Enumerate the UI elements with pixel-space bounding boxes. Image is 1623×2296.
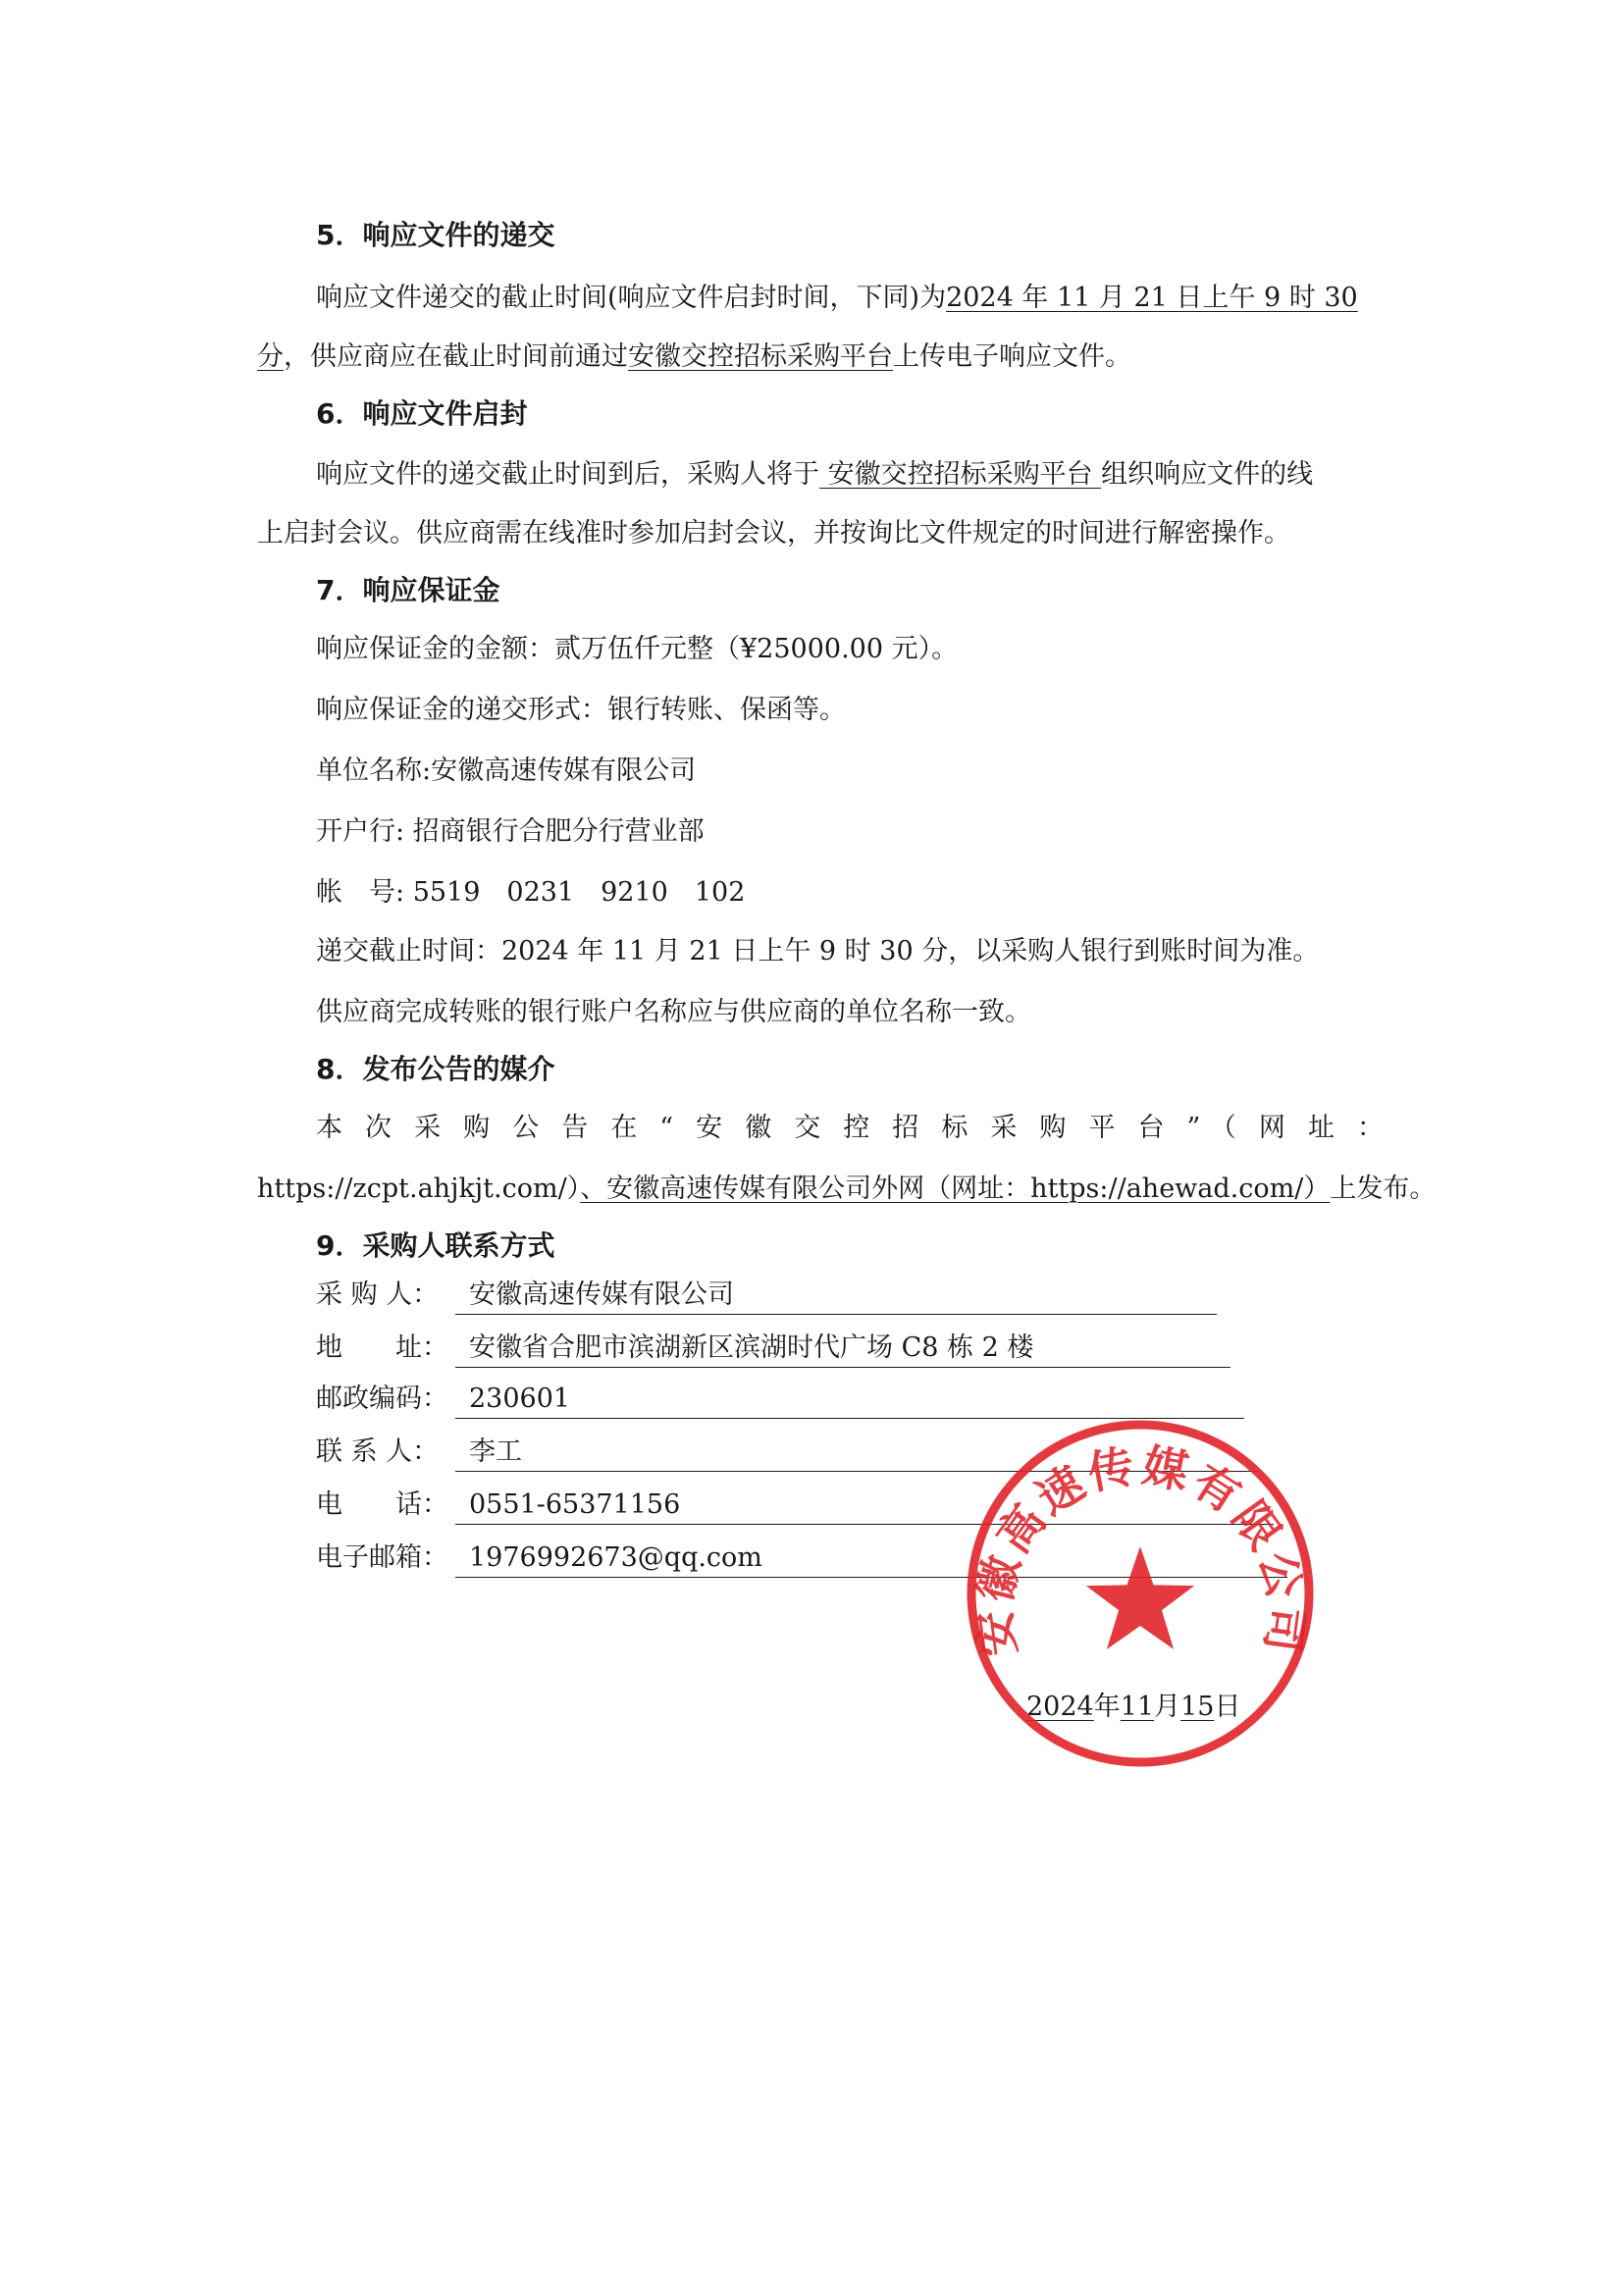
section-5-text-start: 响应文件递交的截止时间(响应文件启封时间，下同)为 <box>316 283 947 313</box>
deposit-form: 响应保证金的递交形式：银行转账、保函等。 <box>316 695 846 725</box>
company-website: 、安徽高速传媒有限公司外网（网址：https://ahewad.com/） <box>580 1174 1331 1204</box>
section-6-text-line-1 <box>316 457 1313 493</box>
section-8-text-line-2 <box>257 1172 1436 1207</box>
date-month: 11 <box>1120 1692 1155 1722</box>
section-7-heading: 7．响应保证金 <box>316 574 500 606</box>
contact-value: 安徽高速传媒有限公司 <box>469 1279 734 1310</box>
section-5-text-line-2 <box>257 339 1131 375</box>
section-5-platform: 安徽交控招标采购平台 <box>628 341 893 372</box>
section-6-platform: 安徽交控招标采购平台 <box>819 459 1102 490</box>
company-seal <box>958 1411 1323 1776</box>
underline-rule <box>455 1367 1230 1368</box>
date-day: 15 <box>1180 1692 1215 1722</box>
contact-value: 230601 <box>469 1383 571 1414</box>
contact-label: 邮政编码： <box>316 1383 448 1414</box>
section-5-deadline-end: 分 <box>257 341 284 372</box>
section-5-heading: 5．响应文件的递交 <box>316 219 555 251</box>
section-6-heading: 6．响应文件启封 <box>316 397 528 430</box>
star-icon <box>1086 1546 1194 1649</box>
deposit-amount: 响应保证金的金额：贰万伍仟元整（¥25000.00 元）。 <box>316 634 959 664</box>
section-6-text-end: 组织响应文件的线 <box>1101 459 1314 490</box>
deposit-deadline: 递交截止时间：2024 年 11 月 21 日上午 9 时 30 分，以采购人银行到账时间为准。 <box>316 936 1320 966</box>
seal-text: 安徽高速传媒有限公司 <box>967 1438 1314 1660</box>
contact-value: 安徽省合肥市滨湖新区滨湖时代广场 C8 栋 2 楼 <box>469 1332 1034 1363</box>
section-5-text-mid: ，供应商应在截止时间前通过 <box>284 341 628 372</box>
contact-value: 0551-65371156 <box>469 1489 681 1520</box>
account-name-note: 供应商完成转账的银行账户名称应与供应商的单位名称一致。 <box>316 997 1031 1027</box>
section-5-text-line-1 <box>316 281 1358 316</box>
payee-bank: 开户行: 招商银行合肥分行营业部 <box>316 816 705 847</box>
date-month-char: 月 <box>1154 1692 1181 1722</box>
contact-value: 1976992673@qq.com <box>469 1542 762 1573</box>
section-8-text-line-1: 本次采购公告在“安徽交控招标采购平台”（网址： <box>316 1113 1384 1143</box>
section-6-text-line-2: 上启封会议。供应商需在线准时参加启封会议，并按询比文件规定的时间进行解密操作。 <box>257 518 1290 548</box>
contact-label: 联 系 人： <box>316 1436 440 1467</box>
payee-account <box>316 875 745 911</box>
account-label: 帐 号: <box>316 877 405 908</box>
section-5-text-end: 上传电子响应文件。 <box>893 341 1131 372</box>
contact-label: 电子邮箱： <box>316 1542 448 1573</box>
payee-unit: 单位名称:安徽高速传媒有限公司 <box>316 756 697 786</box>
section-6-text-start: 响应文件的递交截止时间到后，采购人将于 <box>316 459 819 490</box>
contact-label: 地 址： <box>316 1332 448 1363</box>
platform-url: https://zcpt.ahjkjt.com/） <box>257 1174 581 1204</box>
section-8-text-end: 上发布。 <box>1330 1174 1437 1204</box>
underline-rule <box>455 1314 1217 1315</box>
section-8-heading: 8．发布公告的媒介 <box>316 1053 555 1085</box>
date-day-char: 日 <box>1214 1692 1241 1722</box>
section-5-deadline: 2024 年 11 月 21 日上午 9 时 30 <box>946 283 1358 313</box>
contact-label: 电 话： <box>316 1489 448 1520</box>
contact-label: 采 购 人： <box>316 1279 440 1310</box>
section-9-heading: 9．采购人联系方式 <box>316 1229 555 1262</box>
account-number: 5519 0231 9210 102 <box>412 877 746 908</box>
date-year: 2024 <box>1026 1692 1094 1722</box>
contact-value: 李工 <box>469 1436 522 1467</box>
date-year-char: 年 <box>1093 1692 1121 1722</box>
